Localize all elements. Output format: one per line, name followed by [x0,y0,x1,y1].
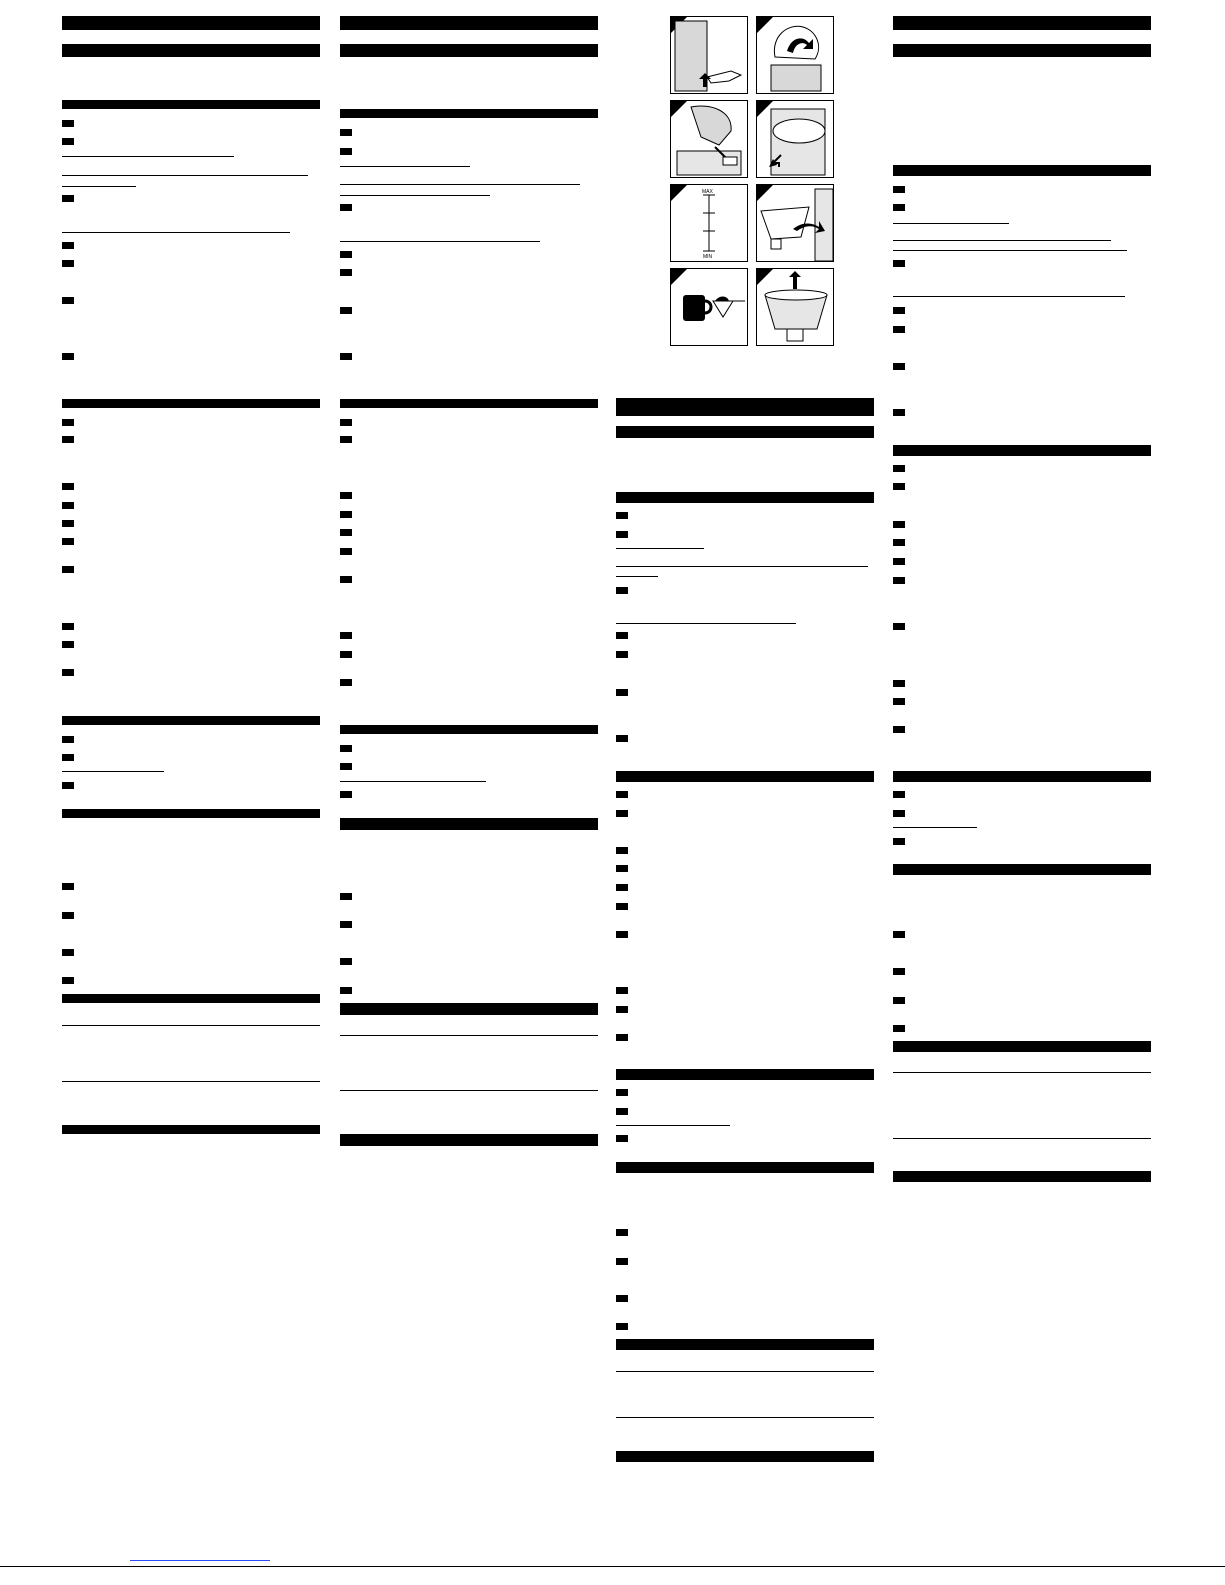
bullet-marker [893,698,905,705]
heading-bar-cleaning [616,1069,874,1080]
bullet-marker [616,632,628,639]
bullet-marker [62,260,74,267]
section-title-bar [340,16,598,30]
bullet-marker [340,921,352,928]
close-lid-illustration [757,101,833,177]
heading-bar-descaling [340,818,598,830]
figure-open-lid [756,16,834,94]
rule-line [893,827,977,828]
bullet-marker [340,893,352,900]
heading-bar-cleaning [340,725,598,734]
bullet-marker [893,577,905,584]
subtitle-bar [340,44,598,57]
bullet-marker [62,623,74,630]
subtitle-bar [893,44,1151,57]
fill-water-illustration [671,101,747,177]
rule-line [616,1371,874,1372]
rule-line [340,781,486,782]
bullet-marker [62,483,74,490]
bullet-marker [616,689,628,696]
rule-line [62,175,308,176]
bullet-marker [340,251,352,258]
bullet-marker [340,576,352,583]
rule-line [340,1035,598,1036]
measure-scale-illustration [671,185,747,261]
bullet-marker [62,297,74,304]
swing-filter-illustration [757,185,833,261]
bullet-marker [340,511,352,518]
bullet-marker [62,138,74,145]
heading-bar-important [616,492,874,503]
heading-bar-replacement [62,994,320,1003]
bullet-marker [340,632,352,639]
rule-line [340,241,540,242]
rule-line [62,186,136,187]
bullet-marker [893,521,905,528]
heading-bar-descaling [616,1162,874,1173]
bullet-marker [616,791,628,798]
bullet-marker [340,129,352,136]
bullet-marker [616,903,628,910]
scale-min-label: MIN [703,254,713,260]
figure-swing-filter [756,184,834,262]
press-button-illustration [671,17,747,93]
bullet-marker [893,260,905,267]
bullet-marker [893,326,905,333]
heading-bar-guarantee [62,1125,320,1134]
rule-line [893,250,1127,251]
heading-bar-important [893,165,1151,176]
bullet-marker [893,363,905,370]
bullet-marker [62,538,74,545]
cup-and-coffee-illustration [671,269,747,345]
bullet-marker [893,558,905,565]
bullet-marker [62,353,74,360]
heading-bar-cleaning [62,716,320,725]
section-title-bar [62,16,320,30]
bullet-marker [62,120,74,127]
heading-bar-replacement [340,1003,598,1015]
bullet-marker [62,195,74,202]
bullet-marker [340,791,352,798]
bullet-marker [62,977,74,984]
bullet-marker [616,1108,628,1115]
heading-bar-guarantee [340,1134,598,1146]
heading-bar-replacement [616,1339,874,1350]
rule-line [340,1090,598,1091]
section-title-bar [893,16,1151,30]
figure-remove-filter [756,268,834,346]
rule-line [893,223,1009,224]
heading-bar-guarantee [616,1451,874,1462]
bullet-marker [62,754,74,761]
bullet-marker [340,651,352,658]
bullet-marker [893,810,905,817]
figure-press-button [670,16,748,94]
heading-bar-use [62,399,320,408]
bullet-marker [62,436,74,443]
rule-line [893,240,1111,241]
heading-bar-important [340,109,598,118]
rule-line [616,548,704,549]
bullet-marker [62,242,74,249]
bullet-marker [893,465,905,472]
bullet-marker [340,148,352,155]
bullet-marker [340,269,352,276]
bullet-marker [340,204,352,211]
heading-bar-guarantee [893,1171,1151,1182]
bullet-marker [340,987,352,994]
rule-line [340,184,580,185]
figure-measure-scale [670,184,748,262]
bullet-marker [340,353,352,360]
rule-line [616,576,658,577]
bullet-marker [340,529,352,536]
rule-line [62,1025,320,1026]
subtitle-bar [62,44,320,57]
bullet-marker [893,204,905,211]
bullet-marker [893,838,905,845]
bullet-marker [62,883,74,890]
open-lid-illustration [757,17,833,93]
figure-cup-and-coffee [670,268,748,346]
bullet-marker [616,884,628,891]
rule-line [893,296,1125,297]
bullet-marker [893,539,905,546]
footer-rule [0,1566,1225,1567]
bullet-marker [62,502,74,509]
bullet-marker [616,1323,628,1330]
rule-line [62,1081,320,1082]
heading-bar-descaling [893,864,1151,875]
rule-line [616,1125,730,1126]
figure-fill-water [670,100,748,178]
rule-line [62,771,164,772]
bullet-marker [616,512,628,519]
bullet-marker [62,949,74,956]
bullet-marker [616,865,628,872]
bullet-marker [340,548,352,555]
bullet-marker [62,736,74,743]
footer-link-underline[interactable] [130,1560,270,1561]
bullet-marker [893,997,905,1004]
rule-line [616,623,796,624]
bullet-marker [893,623,905,630]
bullet-marker [893,483,905,490]
bullet-marker [340,492,352,499]
bullet-marker [340,436,352,443]
bullet-marker [616,1295,628,1302]
bullet-marker [893,307,905,314]
bullet-marker [62,782,74,789]
heading-bar-descaling [62,809,320,818]
heading-bar-use [340,399,598,408]
bullet-marker [62,419,74,426]
bullet-marker [340,763,352,770]
figure-close-lid [756,100,834,178]
rule-line [340,195,490,196]
bullet-marker [616,531,628,538]
heading-bar-replacement [893,1041,1151,1052]
heading-bar-use [893,445,1151,456]
bullet-marker [616,1034,628,1041]
bullet-marker [616,1258,628,1265]
bullet-marker [893,1025,905,1032]
bullet-marker [893,409,905,416]
section-title-bar [616,398,874,416]
bullet-marker [616,735,628,742]
rule-line [62,232,290,233]
heading-bar-cleaning [893,771,1151,782]
bullet-marker [893,931,905,938]
bullet-marker [616,1135,628,1142]
bullet-marker [340,958,352,965]
bullet-marker [340,419,352,426]
subtitle-bar [616,426,874,438]
bullet-marker [893,968,905,975]
bullet-marker [616,651,628,658]
rule-line [893,1138,1151,1139]
bullet-marker [62,669,74,676]
rule-line [893,1072,1151,1073]
remove-filter-illustration [757,269,833,345]
bullet-marker [893,186,905,193]
bullet-marker [616,931,628,938]
bullet-marker [616,810,628,817]
heading-bar-important [62,100,320,109]
bullet-marker [340,307,352,314]
bullet-marker [616,587,628,594]
rule-line [62,156,234,157]
rule-line [340,166,470,167]
bullet-marker [893,680,905,687]
bullet-marker [893,791,905,798]
bullet-marker [62,566,74,573]
bullet-marker [616,847,628,854]
heading-bar-use [616,771,874,782]
bullet-marker [616,1006,628,1013]
bullet-marker [893,726,905,733]
bullet-marker [62,641,74,648]
bullet-marker [340,745,352,752]
bullet-marker [616,1229,628,1236]
bullet-marker [616,1089,628,1096]
bullet-marker [616,987,628,994]
rule-line [616,566,868,567]
bullet-marker [62,912,74,919]
rule-line [616,1417,874,1418]
scale-max-label: MAX [702,189,713,195]
bullet-marker [62,520,74,527]
bullet-marker [340,679,352,686]
